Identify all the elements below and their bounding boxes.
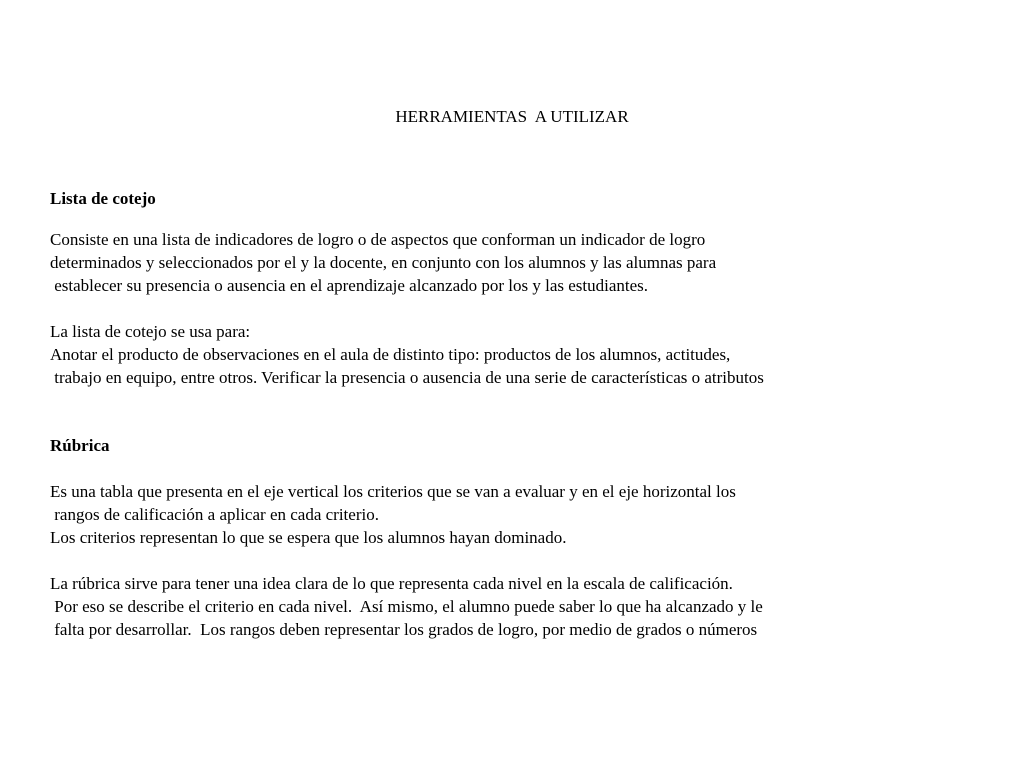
rubrica-definition-line: Es una tabla que presenta en el eje vertical los criterios que se van a evaluar y en el eje horizontal los (50, 482, 736, 501)
lista-definition-line: determinados y seleccionados por el y la docente, en conjunto con los alumnos y las alumnas para (50, 253, 717, 272)
lista-definition-line: establecer su presencia o ausencia en el aprendizaje alcanzado por los y las estudiantes. (50, 276, 649, 295)
lista-heading: Lista de cotejo (50, 189, 156, 208)
lista-uses-line: La lista de cotejo se usa para: (50, 322, 251, 341)
page-title: HERRAMIENTAS A UTILIZAR (395, 107, 629, 126)
rubrica-definition-line: rangos de calificación a aplicar en cada criterio. (50, 505, 379, 524)
rubrica-purpose-line: falta por desarrollar. Los rangos deben representar los grados de logro, por medio de grados o números (50, 620, 758, 639)
rubrica-purpose-line: La rúbrica sirve para tener una idea clara de lo que representa cada nivel en la escala de calificación. (50, 574, 733, 593)
lista-uses-line: trabajo en equipo, entre otros. Verificar la presencia o ausencia de una serie de características o atributos (50, 368, 764, 387)
rubrica-purpose-line: Por eso se describe el criterio en cada nivel. Así mismo, el alumno puede saber lo que ha alcanzado y le (50, 597, 763, 616)
rubrica-heading: Rúbrica (50, 436, 110, 455)
lista-definition-line: Consiste en una lista de indicadores de logro o de aspectos que conforman un indicador de logro (50, 230, 706, 249)
lista-uses-line: Anotar el producto de observaciones en el aula de distinto tipo: productos de los alumnos, actitudes, (50, 345, 731, 364)
rubrica-definition-line: Los criterios representan lo que se espera que los alumnos hayan dominado. (50, 528, 567, 547)
